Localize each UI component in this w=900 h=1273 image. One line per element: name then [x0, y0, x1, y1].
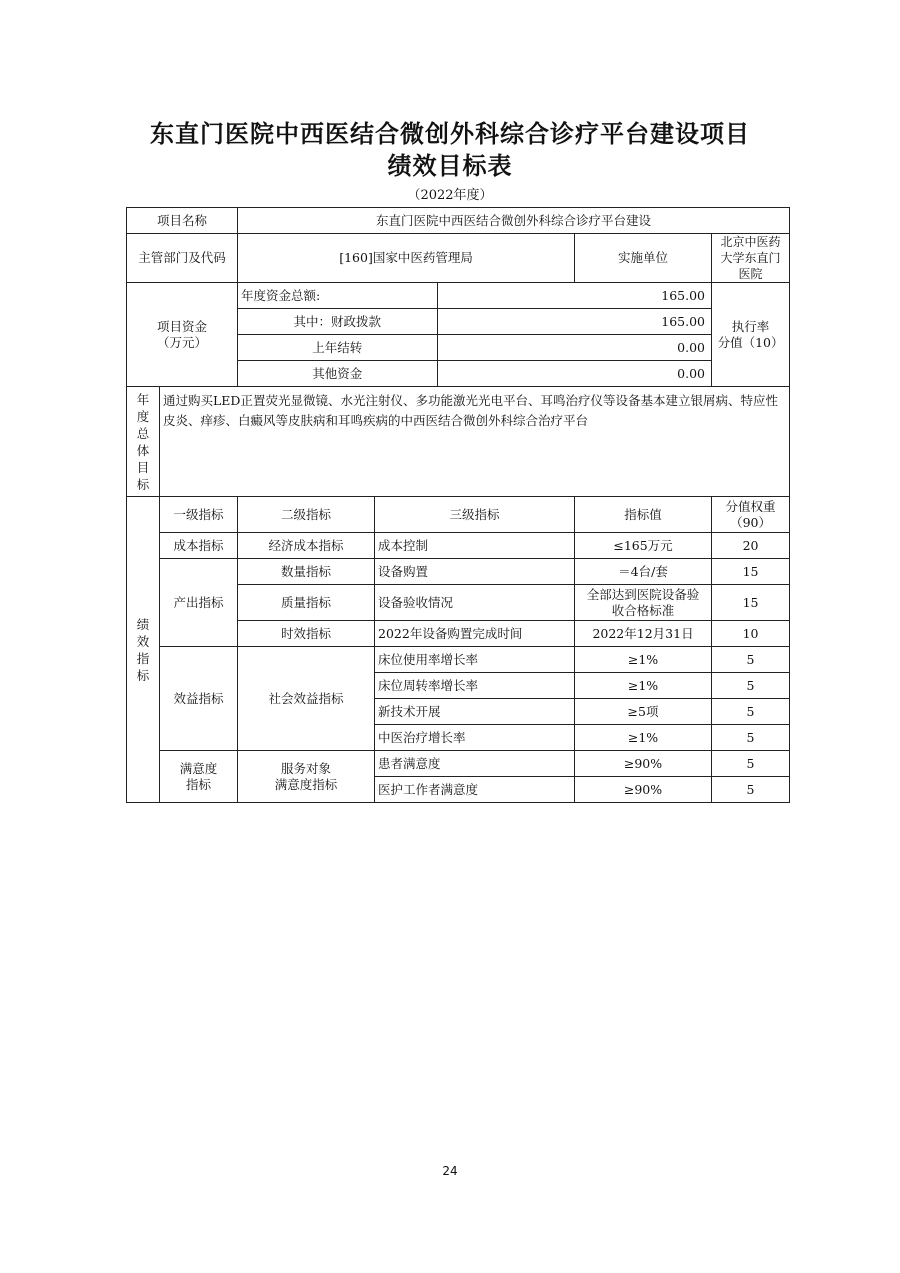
output-weight: 15	[712, 585, 790, 621]
dept-value-text: [160]国家中医药管理局	[339, 250, 473, 265]
output-value: ＝4台/套	[575, 559, 712, 585]
exec-rate-cell	[712, 283, 790, 387]
header-weight-line1: 分值权重	[725, 498, 776, 514]
output-value-line1: 全部达到医院设备验	[586, 586, 700, 602]
document-title: 东直门医院中西医结合微创外科综合诊疗平台建设项目	[150, 120, 750, 148]
satisfaction-level1-line1: 满意度	[179, 760, 218, 776]
satisfaction-level2-line2: 满意度指标	[274, 776, 338, 792]
funds-label-text: 项目资金	[157, 318, 208, 334]
project-name-value: 东直门医院中西医结合微创外科综合诊疗平台建设	[238, 208, 790, 234]
table-row	[127, 559, 790, 585]
funds-label	[127, 283, 238, 387]
document-subtitle: 绩效目标表	[387, 152, 513, 180]
satisfaction-weight: 5	[712, 777, 790, 803]
indicator-label-char: 效	[136, 633, 150, 649]
benefit-level3: 床位周转率增长率	[375, 673, 575, 699]
header-level3: 三级指标	[375, 497, 575, 533]
benefit-weight: 5	[712, 699, 790, 725]
benefit-value: ≥1%	[575, 725, 712, 751]
funds-row	[127, 283, 790, 387]
funds-unit-text: （万元）	[157, 334, 208, 350]
output-level1: 产出指标	[160, 559, 238, 647]
cost-weight: 20	[712, 533, 790, 559]
satisfaction-weight: 5	[712, 751, 790, 777]
satisfaction-level2-line1: 服务对象	[281, 760, 332, 776]
benefit-level3: 新技术开展	[375, 699, 575, 725]
header-weight	[712, 497, 790, 533]
output-value-line2: 收合格标准	[611, 602, 675, 618]
output-level2: 质量指标	[238, 585, 375, 621]
table-row	[127, 751, 790, 777]
goal-label-char: 标	[136, 476, 150, 492]
table-row	[127, 533, 790, 559]
benefit-weight: 5	[712, 647, 790, 673]
indicator-header-row	[127, 497, 790, 533]
satisfaction-level1	[160, 751, 238, 803]
exec-rate-label: 执行率	[731, 318, 770, 334]
table-row	[127, 647, 790, 673]
output-value: 2022年12月31日	[575, 621, 712, 647]
output-weight: 15	[712, 559, 790, 585]
satisfaction-level3: 医护工作者满意度	[375, 777, 575, 803]
funds-detail	[238, 283, 712, 387]
goal-label-char: 目	[136, 459, 150, 475]
goal-label-char: 年	[136, 391, 150, 407]
benefit-level1: 效益指标	[160, 647, 238, 751]
performance-target-table	[126, 207, 790, 803]
header-level2: 二级指标	[238, 497, 375, 533]
benefit-weight: 5	[712, 725, 790, 751]
cost-level1: 成本指标	[160, 533, 238, 559]
benefit-value: ≥1%	[575, 647, 712, 673]
fund-total-label: 年度资金总额:	[238, 283, 437, 309]
satisfaction-value: ≥90%	[575, 751, 712, 777]
goal-label-char: 总	[136, 425, 150, 441]
output-level2: 数量指标	[238, 559, 375, 585]
fund-fiscal-value: 165.00	[437, 309, 711, 335]
header-value: 指标值	[575, 497, 712, 533]
dept-value	[238, 234, 575, 283]
benefit-value: ≥5项	[575, 699, 712, 725]
satisfaction-level1-line2: 指标	[186, 776, 212, 792]
department-row	[127, 234, 790, 283]
unit-value: 北京中医药大学东直门医院	[712, 234, 790, 283]
project-name-label: 项目名称	[127, 208, 238, 234]
funds-subtable	[238, 283, 711, 386]
cost-level3: 成本控制	[375, 533, 575, 559]
benefit-value: ≥1%	[575, 673, 712, 699]
goal-label-char: 体	[136, 442, 150, 458]
fund-total-value: 165.00	[437, 283, 711, 309]
benefit-level3: 中医治疗增长率	[375, 725, 575, 751]
exec-rate-score: 分值（10）	[717, 334, 784, 350]
annual-goal-text: 通过购买LED正置荧光显微镜、水光注射仪、多功能激光光电平台、耳鸣治疗仪等设备基本建立银屑病、特应性皮炎、痒疹、白癜风等皮肤病和耳鸣疾病的中西医结合微创外科综合治疗平台	[160, 387, 790, 497]
cost-value: ≤165万元	[575, 533, 712, 559]
page-number: 24	[442, 1164, 458, 1178]
header-level1: 一级指标	[160, 497, 238, 533]
fiscal-year: （2022年度）	[407, 188, 493, 203]
dept-label: 主管部门及代码	[127, 234, 238, 283]
fund-carryover-value: 0.00	[437, 335, 711, 361]
benefit-level2: 社会效益指标	[238, 647, 375, 751]
cost-level2: 经济成本指标	[238, 533, 375, 559]
output-value	[575, 585, 712, 621]
output-weight: 10	[712, 621, 790, 647]
output-level3: 2022年设备购置完成时间	[375, 621, 575, 647]
output-level3: 设备购置	[375, 559, 575, 585]
fund-carryover-label: 上年结转	[238, 335, 437, 361]
annual-goal-label	[127, 387, 160, 497]
goal-label-char: 度	[136, 408, 150, 424]
project-name-row	[127, 208, 790, 234]
unit-label: 实施单位	[575, 234, 712, 283]
fund-other-label: 其他资金	[238, 361, 437, 387]
indicators-label	[127, 497, 160, 803]
header-weight-line2: （90）	[730, 514, 771, 530]
satisfaction-level3: 患者满意度	[375, 751, 575, 777]
output-level3: 设备验收情况	[375, 585, 575, 621]
indicator-label-char: 标	[136, 667, 150, 683]
annual-goal-row	[127, 387, 790, 497]
fund-other-value: 0.00	[677, 365, 706, 381]
indicator-label-char: 指	[136, 650, 150, 666]
satisfaction-level2	[238, 751, 375, 803]
benefit-weight: 5	[712, 673, 790, 699]
output-level2: 时效指标	[238, 621, 375, 647]
satisfaction-value: ≥90%	[575, 777, 712, 803]
indicator-label-char: 绩	[136, 616, 150, 632]
benefit-level3: 床位使用率增长率	[375, 647, 575, 673]
fund-fiscal-label: 其中：财政拨款	[238, 309, 437, 335]
